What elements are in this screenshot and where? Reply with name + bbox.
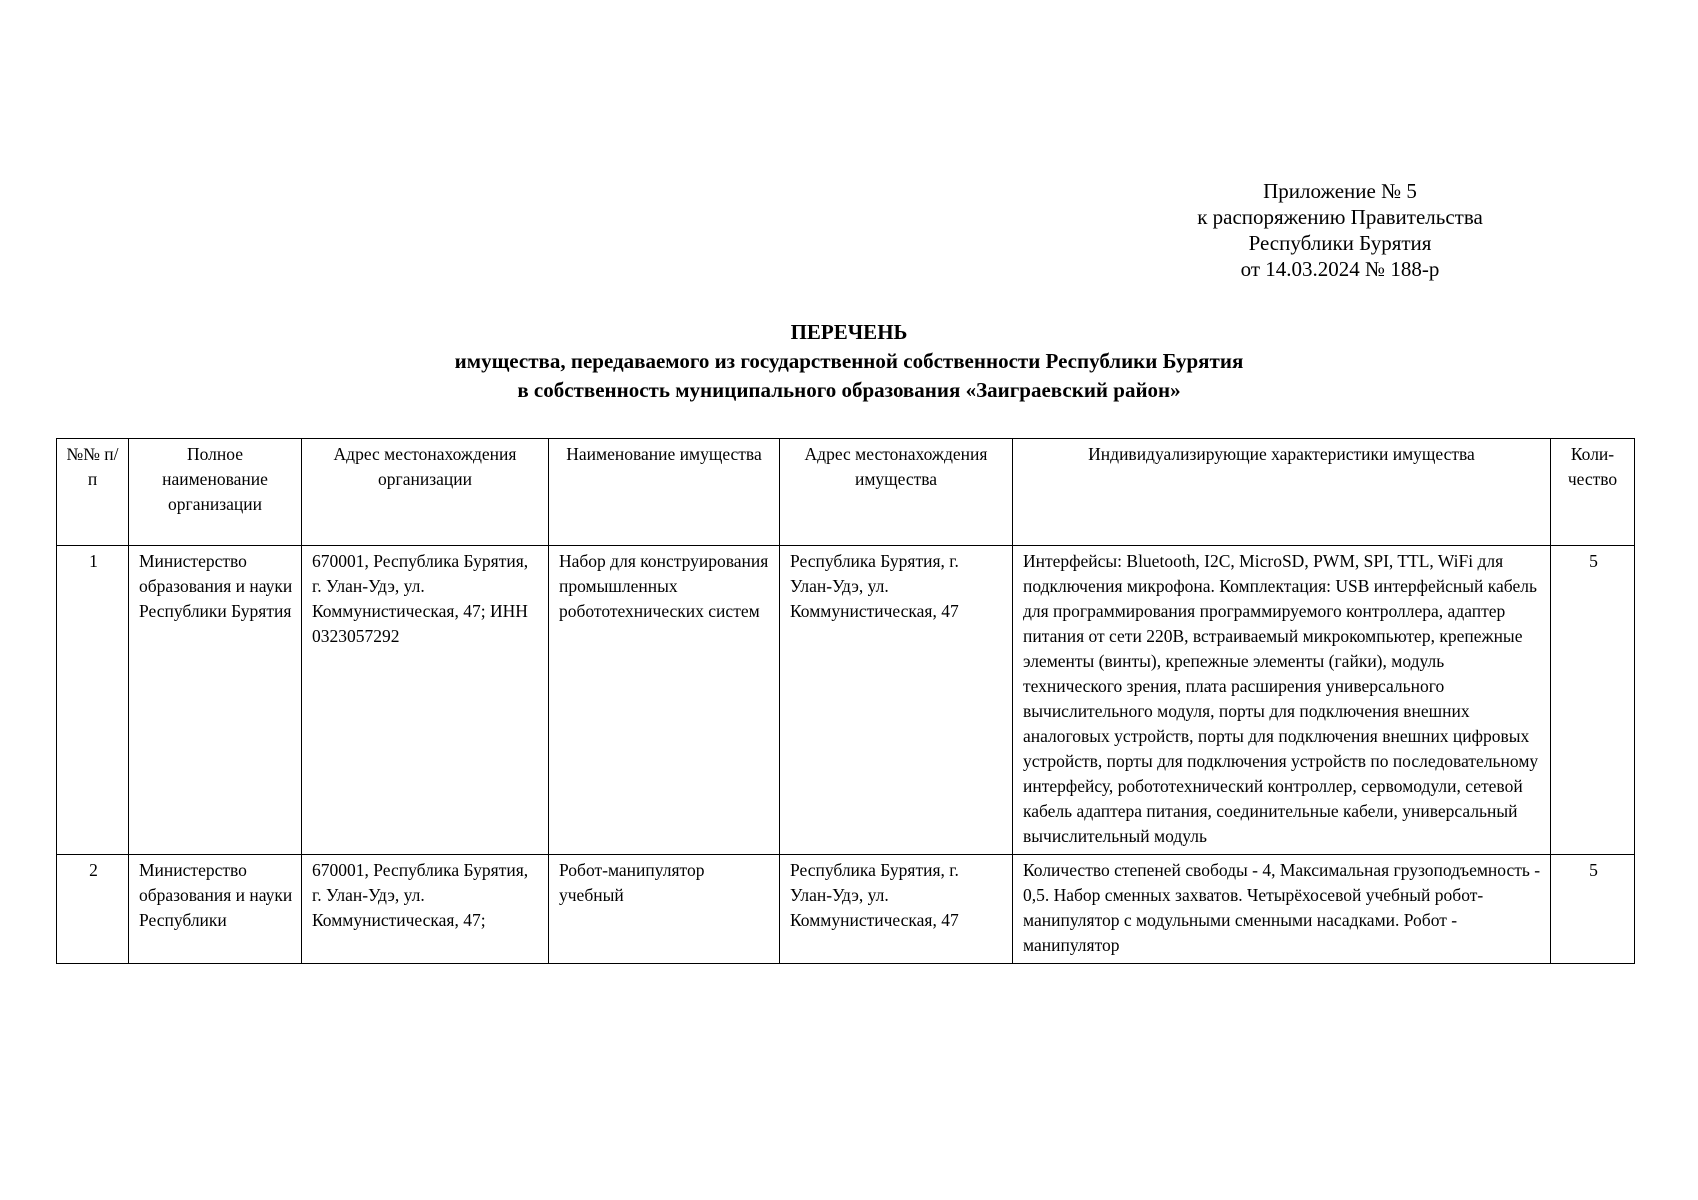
property-table [56,438,1635,964]
header-number: №№ п/п [57,439,129,546]
row-property-name: Набор для конструирования промышленных робототехнических систем [549,546,780,855]
appendix-order-ref: к распоряжению Правительства [1197,205,1483,229]
row-number: 2 [57,855,129,964]
appendix-date: от 14.03.2024 № 188-р [1240,257,1440,281]
appendix-block [1100,178,1580,282]
row-org-address: 670001, Республика Бурятия, г. Улан-Удэ, ул. Коммунистическая, 47; [302,855,549,964]
row-quantity: 5 [1551,546,1635,855]
row-characteristics: Количество степеней свободы - 4, Максимальная грузоподъемность - 0,5. Набор сменных захватов. Четырёхосевой учебный робот-манипулятор с модульными сменными насадками. Робот - манипулятор [1013,855,1551,964]
title-subtitle-1: имущества, передаваемого из государственной собственности Республики Бурятия [454,349,1244,373]
header-org-address: Адрес местонахождения организации [302,439,549,546]
table-header-row [57,439,1635,546]
title-subtitle-2: в собственность муниципального образования «Заиграевский район» [517,378,1181,402]
header-org: Полное наименование организации [129,439,302,546]
row-org-address: 670001, Республика Бурятия, г. Улан-Удэ, ул. Коммунистическая, 47; ИНН 0323057292 [302,546,549,855]
row-characteristics: Интерфейсы: Bluetooth, I2C, MicroSD, PWM, SPI, TTL, WiFi для подключения микрофона. Комплектация: USB интерфейсный кабель для программирования программируемого контроллера, адаптер питания от сети 220В, встраиваемый микрокомпьютер, крепежные элементы (винты), крепежные элементы (гайки), модуль технического зрения, плата расширения универсального вычислительного модуля, порты для подключения внешних аналоговых устройств, порты для подключения внешних цифровых устройств, порты для подключения устройств по последовательному интерфейсу, робототехнический контроллер, сервомодули, сетевой кабель адаптера питания, соединительные кабели, универсальный вычислительный модуль [1013,546,1551,855]
appendix-number: Приложение № 5 [1263,179,1417,203]
table-row [57,546,1635,855]
title-heading: ПЕРЕЧЕНЬ [790,320,908,344]
document-title [0,318,1698,405]
header-property-name: Наименование имущества [549,439,780,546]
header-property-address: Адрес местонахождения имущества [780,439,1013,546]
row-quantity: 5 [1551,855,1635,964]
row-number: 1 [57,546,129,855]
row-property-address: Республика Бурятия, г. Улан-Удэ, ул. Коммунистическая, 47 [780,855,1013,964]
row-org: Министерство образования и науки Республики Бурятия [129,546,302,855]
table-row [57,855,1635,964]
appendix-republic: Республики Бурятия [1248,231,1432,255]
row-property-address: Республика Бурятия, г. Улан-Удэ, ул. Коммунистическая, 47 [780,546,1013,855]
row-property-name: Робот-манипулятор учебный [549,855,780,964]
header-quantity: Коли-чество [1551,439,1635,546]
row-org: Министерство образования и науки Республики [129,855,302,964]
header-characteristics: Индивидуализирующие характеристики имущества [1013,439,1551,546]
